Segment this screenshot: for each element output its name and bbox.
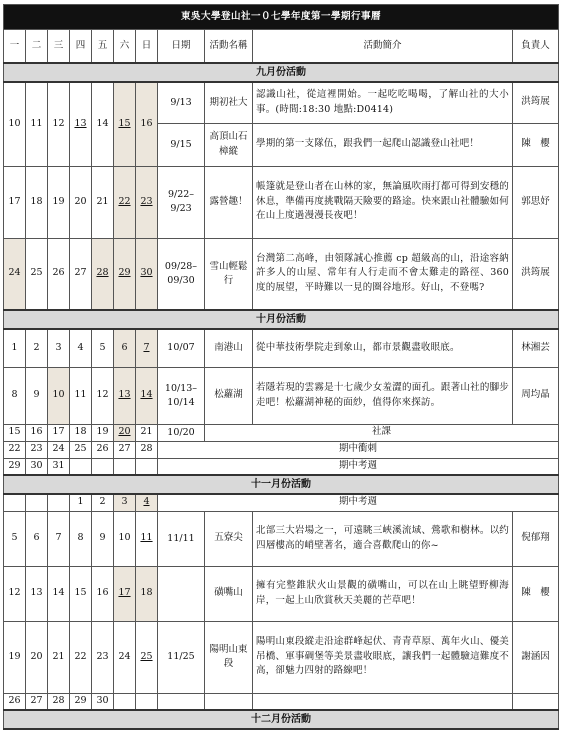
month-row-nov bbox=[4, 475, 559, 494]
event-date: 9/15 bbox=[158, 123, 205, 166]
day-cell: 4 bbox=[70, 329, 92, 367]
event-date: 10/20 bbox=[158, 424, 205, 441]
table-row bbox=[4, 458, 559, 475]
day-cell: 5 bbox=[4, 511, 26, 566]
event-person: 陳 櫻 bbox=[513, 566, 559, 621]
event-name: 期初社大 bbox=[205, 82, 253, 123]
event-date bbox=[158, 566, 205, 621]
day-cell: 22 bbox=[114, 166, 136, 238]
event-name: 松蘿湖 bbox=[205, 367, 253, 424]
table-row bbox=[4, 166, 559, 238]
table-row bbox=[4, 367, 559, 424]
day-cell: 1 bbox=[4, 329, 26, 367]
month-row-oct bbox=[4, 310, 559, 329]
day-cell: 27 bbox=[70, 238, 92, 310]
day-cell: 20 bbox=[70, 166, 92, 238]
table-row bbox=[4, 441, 559, 458]
page-title: 東吳大學登山社一０七學年度第一學期行事曆 bbox=[4, 5, 559, 30]
event-intro: 台灣第二高峰，由領隊誠心推薦 cp 超級高的山，沿途容納許多人的山屋、常年有人行走而不會太難走的路徑、360 度的展望，平時難以一見的圈谷地形。好山，不登嗎? bbox=[253, 238, 513, 310]
day-cell: 21 bbox=[136, 424, 158, 441]
event-person: 周均晶 bbox=[513, 367, 559, 424]
day-cell: 31 bbox=[48, 458, 70, 475]
event-name: 陽明山東段 bbox=[205, 621, 253, 693]
day-cell: 26 bbox=[48, 238, 70, 310]
event-name: 磺嘴山 bbox=[205, 566, 253, 621]
day-cell: 13 bbox=[114, 367, 136, 424]
month-label: 十二月份活動 bbox=[4, 710, 559, 729]
table-row bbox=[4, 693, 559, 710]
table-row bbox=[4, 511, 559, 566]
day-cell: 12 bbox=[92, 367, 114, 424]
event-intro: 從中華技術學院走到象山，都市景觀盡收眼底。 bbox=[253, 329, 513, 367]
day-cell: 27 bbox=[114, 441, 136, 458]
day-cell: 8 bbox=[4, 367, 26, 424]
day-cell: 16 bbox=[26, 424, 48, 441]
event-intro: 認識山社，從這裡開始。一起吃吃喝喝，了解山社的大小事。(時間:18:30 地點:D0414) bbox=[253, 82, 513, 123]
day-cell: 11 bbox=[70, 367, 92, 424]
table-row bbox=[4, 238, 559, 310]
header-intro: 活動簡介 bbox=[253, 30, 513, 64]
day-cell: 25 bbox=[136, 621, 158, 693]
day-cell: 22 bbox=[4, 441, 26, 458]
event-person: 謝涵因 bbox=[513, 621, 559, 693]
event-date: 11/25 bbox=[158, 621, 205, 693]
event-person: 洪筠展 bbox=[513, 238, 559, 310]
day-cell: 21 bbox=[92, 166, 114, 238]
day-cell: 14 bbox=[48, 566, 70, 621]
event-intro: 北部三大岩場之一，可遠眺三峽溪流域、鶯歌和樹林。以约四層樓高的峭壁著名，適合喜歡爬山的你~ bbox=[253, 511, 513, 566]
event-person: 倪郁翔 bbox=[513, 511, 559, 566]
day-cell: 28 bbox=[136, 441, 158, 458]
day-cell: 29 bbox=[70, 693, 92, 710]
event-name: 南港山 bbox=[205, 329, 253, 367]
header-date: 日期 bbox=[158, 30, 205, 64]
schedule-sheet bbox=[3, 4, 558, 730]
day-cell: 19 bbox=[92, 424, 114, 441]
day-cell: 7 bbox=[48, 511, 70, 566]
table-row bbox=[4, 424, 559, 441]
day-cell: 18 bbox=[26, 166, 48, 238]
day-cell: 9 bbox=[26, 367, 48, 424]
day-cell: 6 bbox=[26, 511, 48, 566]
event-name: 露營趣！ bbox=[205, 166, 253, 238]
day-cell: 16 bbox=[92, 566, 114, 621]
title-row bbox=[4, 5, 559, 30]
day-cell: 27 bbox=[26, 693, 48, 710]
event-intro: 若隱若現的雲霧是十七歲少女羞澀的面孔。跟著山社的腳步走吧！松蘿湖神秘的面紗，值得你來探訪。 bbox=[253, 367, 513, 424]
event-date: 09/28–09/30 bbox=[158, 238, 205, 310]
day-cell: 5 bbox=[92, 329, 114, 367]
day-cell: 19 bbox=[4, 621, 26, 693]
day-cell: 25 bbox=[26, 238, 48, 310]
event-person: 郭思妤 bbox=[513, 166, 559, 238]
event-name: 五寮尖 bbox=[205, 511, 253, 566]
day-cell: 10 bbox=[114, 511, 136, 566]
day-cell: 30 bbox=[92, 693, 114, 710]
event-person: 洪筠展 bbox=[513, 82, 559, 123]
day-cell: 23 bbox=[136, 166, 158, 238]
month-row-dec bbox=[4, 710, 559, 729]
day-cell: 17 bbox=[48, 424, 70, 441]
day-cell: 4 bbox=[136, 494, 158, 511]
month-label: 十一月份活動 bbox=[4, 475, 559, 494]
event-intro: 學期的第一支隊伍，跟我們一起爬山認識登山社吧！ bbox=[253, 123, 513, 166]
day-cell: 2 bbox=[26, 329, 48, 367]
event-person: 林湘芸 bbox=[513, 329, 559, 367]
header-fri: 五 bbox=[92, 30, 114, 64]
day-cell: 24 bbox=[114, 621, 136, 693]
day-cell: 29 bbox=[4, 458, 26, 475]
day-cell: 22 bbox=[70, 621, 92, 693]
day-cell: 30 bbox=[26, 458, 48, 475]
event-span: 期中考週 bbox=[158, 458, 559, 475]
event-date: 9/13 bbox=[158, 82, 205, 123]
day-cell: 12 bbox=[4, 566, 26, 621]
day-cell: 15 bbox=[114, 82, 136, 166]
table-row bbox=[4, 494, 559, 511]
table-row bbox=[4, 82, 559, 123]
day-cell: 29 bbox=[114, 238, 136, 310]
day-cell: 11 bbox=[136, 511, 158, 566]
event-span: 期中衝刺 bbox=[158, 441, 559, 458]
header-thu: 四 bbox=[70, 30, 92, 64]
header-mon: 一 bbox=[4, 30, 26, 64]
event-date: 10/13–10/14 bbox=[158, 367, 205, 424]
day-cell: 26 bbox=[92, 441, 114, 458]
month-label: 十月份活動 bbox=[4, 310, 559, 329]
header-sun: 日 bbox=[136, 30, 158, 64]
day-cell: 8 bbox=[70, 511, 92, 566]
header-sat: 六 bbox=[114, 30, 136, 64]
day-cell: 10 bbox=[4, 82, 26, 166]
day-cell: 7 bbox=[136, 329, 158, 367]
day-cell: 23 bbox=[26, 441, 48, 458]
day-cell: 24 bbox=[4, 238, 26, 310]
day-cell: 15 bbox=[70, 566, 92, 621]
header-person: 負責人 bbox=[513, 30, 559, 64]
month-row-sep bbox=[4, 63, 559, 82]
day-cell: 24 bbox=[48, 441, 70, 458]
day-cell: 28 bbox=[48, 693, 70, 710]
header-wed: 三 bbox=[48, 30, 70, 64]
day-cell: 13 bbox=[26, 566, 48, 621]
event-name: 雪山輕鬆行 bbox=[205, 238, 253, 310]
event-intro: 擁有完整錐狀火山景觀的磺嘴山，可以在山上眺望野柳海岸，一起上山欣賞秋天美麗的芒草吧！ bbox=[253, 566, 513, 621]
event-person: 陳 櫻 bbox=[513, 123, 559, 166]
event-date: 10/07 bbox=[158, 329, 205, 367]
day-cell: 30 bbox=[136, 238, 158, 310]
day-cell: 23 bbox=[92, 621, 114, 693]
day-cell: 11 bbox=[26, 82, 48, 166]
event-date: 11/11 bbox=[158, 511, 205, 566]
day-cell: 28 bbox=[92, 238, 114, 310]
table-row bbox=[4, 566, 559, 621]
header-name: 活動名稱 bbox=[205, 30, 253, 64]
day-cell: 17 bbox=[114, 566, 136, 621]
day-cell: 6 bbox=[114, 329, 136, 367]
day-cell: 13 bbox=[70, 82, 92, 166]
day-cell: 14 bbox=[92, 82, 114, 166]
day-cell: 21 bbox=[48, 621, 70, 693]
day-cell: 15 bbox=[4, 424, 26, 441]
day-cell: 18 bbox=[136, 566, 158, 621]
day-cell: 18 bbox=[70, 424, 92, 441]
month-label: 九月份活動 bbox=[4, 63, 559, 82]
day-cell: 3 bbox=[48, 329, 70, 367]
day-cell: 20 bbox=[26, 621, 48, 693]
day-cell: 10 bbox=[48, 367, 70, 424]
day-cell: 25 bbox=[70, 441, 92, 458]
event-intro: 陽明山東段縱走沿途群峰起伏、青青草原、萬年火山、優美吊橋、軍事碉堡等美景盡收眼底，讓我們一起體驗這難度不高，卻魅力四射的路線吧！ bbox=[253, 621, 513, 693]
event-intro: 帳篷就是登山者在山林的家，無論風吹雨打都可得到安穩的休息，準備再度挑戰隔天險要的路途。快來跟山社體驗如何在山上度過漫漫長夜吧！ bbox=[253, 166, 513, 238]
header-tue: 二 bbox=[26, 30, 48, 64]
header-row bbox=[4, 30, 559, 64]
day-cell: 1 bbox=[70, 494, 92, 511]
event-date: 9/22–9/23 bbox=[158, 166, 205, 238]
schedule-table bbox=[3, 4, 559, 730]
day-cell: 20 bbox=[114, 424, 136, 441]
day-cell: 19 bbox=[48, 166, 70, 238]
day-cell: 17 bbox=[4, 166, 26, 238]
event-span: 期中考週 bbox=[158, 494, 559, 511]
day-cell: 14 bbox=[136, 367, 158, 424]
day-cell: 26 bbox=[4, 693, 26, 710]
day-cell: 12 bbox=[48, 82, 70, 166]
day-cell: 16 bbox=[136, 82, 158, 166]
table-row bbox=[4, 621, 559, 693]
event-name: 高頂山石樟縱 bbox=[205, 123, 253, 166]
table-row bbox=[4, 329, 559, 367]
day-cell: 2 bbox=[92, 494, 114, 511]
day-cell: 3 bbox=[114, 494, 136, 511]
day-cell: 9 bbox=[92, 511, 114, 566]
event-span: 社課 bbox=[205, 424, 559, 441]
